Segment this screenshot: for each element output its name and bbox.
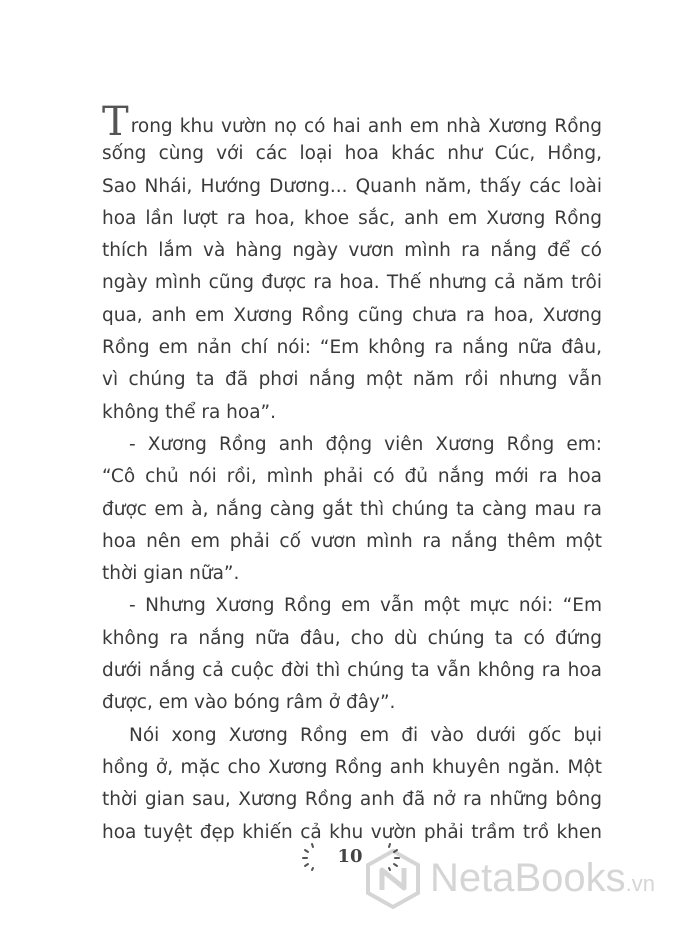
story-line-text: được, em vào bóng râm ở đây”. [102,692,396,714]
story-line-text: thời gian sau, Xương Rồng anh đã nở ra những bông [102,789,602,811]
story-line-text: không thể ra hoa”. [102,401,277,423]
story-line-text: Sao Nhái, Hướng Dương... Quanh năm, thấy các loài [102,175,602,197]
watermark-suffix: .vn [625,871,656,896]
story-line [102,461,602,493]
story-line-text: qua, anh em Xương Rồng cũng chưa ra hoa, Xương [102,304,602,326]
netabooks-logo-icon [362,848,424,910]
story-line-text: không ra nắng nữa đâu, cho dù chúng ta có đứng [102,627,602,649]
story-line [102,429,602,461]
story-line-text: hoa tuyệt đẹp khiến cả khu vườn phải trầm trồ khen [102,821,602,843]
story-line-text: sống cùng với các loại hoa khác như Cúc, Hồng, [102,143,602,165]
story-line [102,784,602,816]
story-line [102,558,602,590]
story-line-text: thời gian nữa”. [102,563,240,585]
story-line-text: dưới nắng cả cuộc đời thì chúng ta vẫn không ra hoa [102,660,602,682]
story-line [102,171,602,203]
story-line [102,720,602,752]
story-line-text: - Xương Rồng anh động viên Xương Rồng em: [129,433,602,455]
netabooks-watermark [362,848,692,918]
story-text [102,99,602,849]
story-line [102,623,602,655]
story-line-text: Rồng em nản chí nói: “Em không ra nắng nữa đâu, [102,337,602,359]
story-line-text: hoa nên em phải cố vươn mình ra nắng thêm một [102,530,602,552]
story-line-text: Nói xong Xương Rồng em đi vào dưới gốc bụi [129,724,602,746]
story-line-text: được em à, nắng càng gắt thì chúng ta càng mau ra [102,498,602,520]
story-line [102,138,602,170]
story-line-text: thích lắm và hàng ngày vươn mình ra nắng để có [102,240,602,262]
drop-cap: T [102,99,129,145]
story-line-text: hoa lần lượt ra hoa, khoe sắc, anh em Xương Rồng [102,207,602,229]
story-line [102,364,602,396]
story-line [102,590,602,622]
story-line [102,99,602,145]
story-line [102,655,602,687]
story-line [102,332,602,364]
page-number: 10 [337,846,363,867]
story-line [102,397,602,429]
story-line-text: ngày mình cũng được ra hoa. Thế nhưng cả năm trôi [102,272,602,294]
story-line [102,300,602,332]
story-line-text: - Nhưng Xương Rồng em vẫn một mực nói: “Em [129,595,602,617]
story-line [102,267,602,299]
story-line [102,235,602,267]
watermark-text [430,856,655,901]
story-line [102,687,602,719]
story-line-text: vì chúng ta đã phơi nắng một năm rồi nhưng vẫn [102,369,602,391]
watermark-brand: NetaBooks [430,856,626,900]
story-line [102,203,602,235]
story-line [102,494,602,526]
story-line-text: “Cô chủ nói rồi, mình phải có đủ nắng mới ra hoa [102,466,602,488]
story-line-text: hồng ở, mặc cho Xương Rồng anh khuyên ngăn. Một [102,756,602,778]
story-line [102,526,602,558]
story-line [102,752,602,784]
story-line-text: rong khu vườn nọ có hai anh em nhà Xương Rồng [130,116,602,137]
